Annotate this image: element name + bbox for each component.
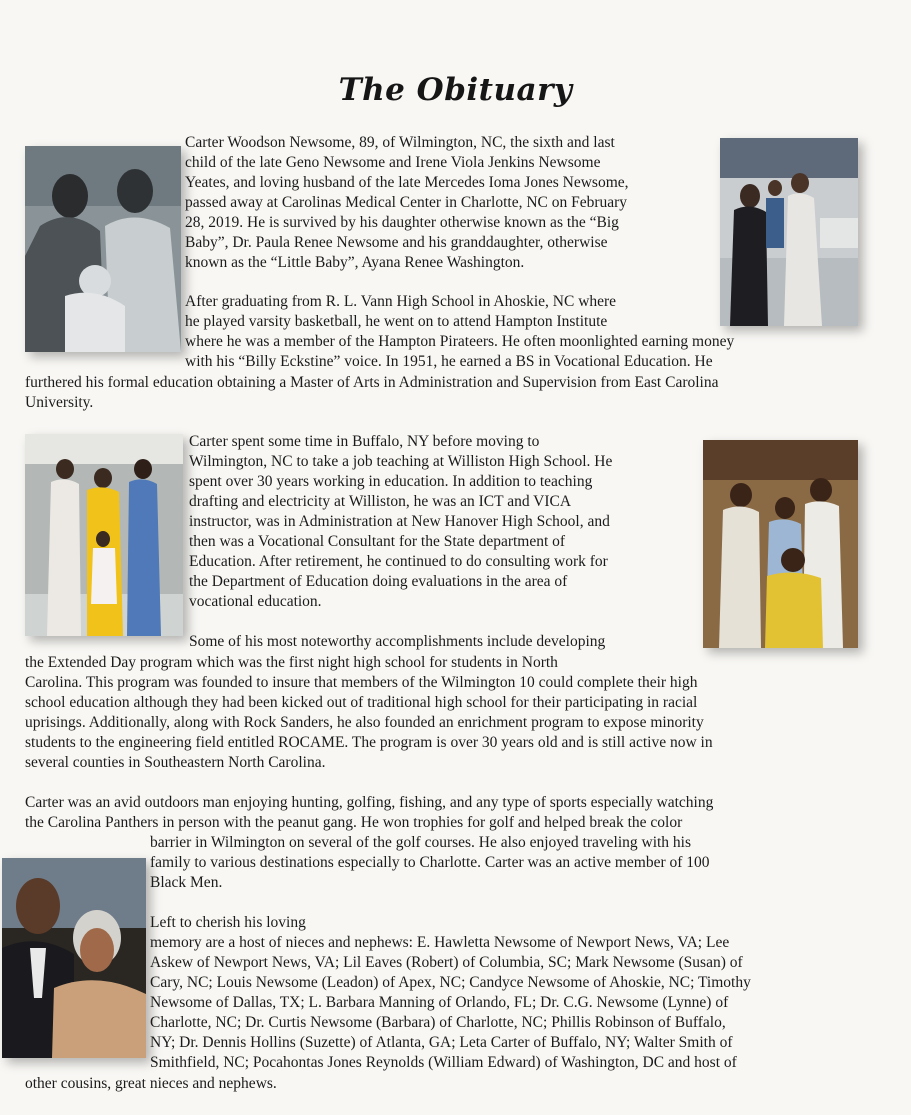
text-line: Baby”, Dr. Paula Renee Newsome and his granddaughter, otherwise — [185, 234, 608, 251]
text-line: furthered his formal education obtaining a Master of Arts in Administration and Supervision from East Carolina — [25, 374, 719, 391]
text-line: several counties in Southeastern North Carolina. — [25, 754, 326, 771]
text-line: barrier in Wilmington on several of the golf courses. He also enjoyed traveling with his — [150, 834, 692, 851]
text-line: the Department of Education doing evaluations in the area of — [189, 573, 568, 590]
text-line: the Extended Day program which was the first night high school for students in North — [25, 654, 558, 671]
text-line: child of the late Geno Newsome and Irene Viola Jenkins Newsome — [185, 154, 601, 171]
family-photo-bw — [25, 146, 181, 352]
text-line: Black Men. — [150, 874, 223, 891]
family-photo-color-1 — [720, 138, 858, 326]
text-line: Carolina. This program was founded to insure that members of the Wilmington 10 could complete their high — [25, 674, 698, 691]
family-photo-color-3 — [703, 440, 858, 648]
text-line: then was a Vocational Consultant for the State department of — [189, 533, 566, 550]
text-line: Carter spent some time in Buffalo, NY before moving to — [189, 433, 540, 450]
text-line: vocational education. — [189, 593, 322, 610]
text-line: Carter Woodson Newsome, 89, of Wilmington, NC, the sixth and last — [185, 134, 615, 151]
text-line: NY; Dr. Dennis Hollins (Suzette) of Atlanta, GA; Leta Carter of Buffalo, NY; Walter Smith of — [150, 1034, 733, 1051]
text-line: Cary, NC; Louis Newsome (Leadon) of Apex, NC; Candyce Newsome of Ahoskie, NC; Timothy — [150, 974, 751, 991]
text-line: the Carolina Panthers in person with the peanut gang. He won trophies for golf and helped break the color — [25, 814, 683, 831]
text-line: instructor, was in Administration at New Hanover High School, and — [189, 513, 610, 530]
text-line: Left to cherish his loving — [150, 914, 306, 931]
text-line: family to various destinations especially to Charlotte. Carter was an active member of 100 — [150, 854, 710, 871]
text-line: memory are a host of nieces and nephews: E. Hawletta Newsome of Newport News, VA; Lee — [150, 934, 730, 951]
text-line: After graduating from R. L. Vann High School in Ahoskie, NC where — [185, 293, 617, 310]
text-line: he played varsity basketball, he went on to attend Hampton Institute — [185, 313, 608, 330]
text-line: Wilmington, NC to take a job teaching at Williston High School. He — [189, 453, 613, 470]
text-line: Yeates, and loving husband of the late Mercedes Ioma Jones Newsome, — [185, 174, 629, 191]
text-line: Some of his most noteworthy accomplishments include developing — [189, 633, 606, 650]
text-line: Education. After retirement, he continued to do consulting work for — [189, 553, 608, 570]
family-photo-color-2 — [25, 434, 183, 636]
text-line: where he was a member of the Hampton Pirateers. He often moonlighted earning money — [185, 333, 735, 350]
text-line: Smithfield, NC; Pocahontas Jones Reynolds (William Edward) of Washington, DC and host of — [150, 1054, 737, 1071]
text-line: Carter was an avid outdoors man enjoying hunting, golfing, fishing, and any type of sports especially watching — [25, 794, 714, 811]
page-title: The Obituary — [338, 72, 573, 108]
text-line: with his “Billy Eckstine” voice. In 1951, he earned a BS in Vocational Education. He — [185, 353, 713, 370]
text-line: other cousins, great nieces and nephews. — [25, 1075, 277, 1092]
text-line: school education although they had been kicked out of traditional high school for their participating in racial — [25, 694, 698, 711]
text-line: known as the “Little Baby”, Ayana Renee Washington. — [185, 254, 525, 271]
couple-portrait-photo — [2, 858, 146, 1058]
text-line: spent over 30 years working in education. In addition to teaching — [189, 473, 593, 490]
text-line: students to the engineering field entitled ROCAME. The program is over 30 years old and is still active now in — [25, 734, 713, 751]
text-line: 28, 2019. He is survived by his daughter otherwise known as the “Big — [185, 214, 619, 231]
text-line: passed away at Carolinas Medical Center in Charlotte, NC on February — [185, 194, 628, 211]
text-line: uprisings. Additionally, along with Rock Sanders, he also founded an enrichment program to expose minority — [25, 714, 704, 731]
text-line: Charlotte, NC; Dr. Curtis Newsome (Barbara) of Charlotte, NC; Phillis Robinson of Buffalo, — [150, 1014, 726, 1031]
text-line: Newsome of Dallas, TX; L. Barbara Manning of Orlando, FL; Dr. C.G. Newsome (Lynne) of — [150, 994, 729, 1011]
text-line: University. — [25, 394, 94, 411]
text-line: Askew of Newport News, VA; Lil Eaves (Robert) of Columbia, SC; Mark Newsome (Susan) of — [150, 954, 743, 971]
text-line: drafting and electricity at Williston, he was an ICT and VICA — [189, 493, 572, 510]
